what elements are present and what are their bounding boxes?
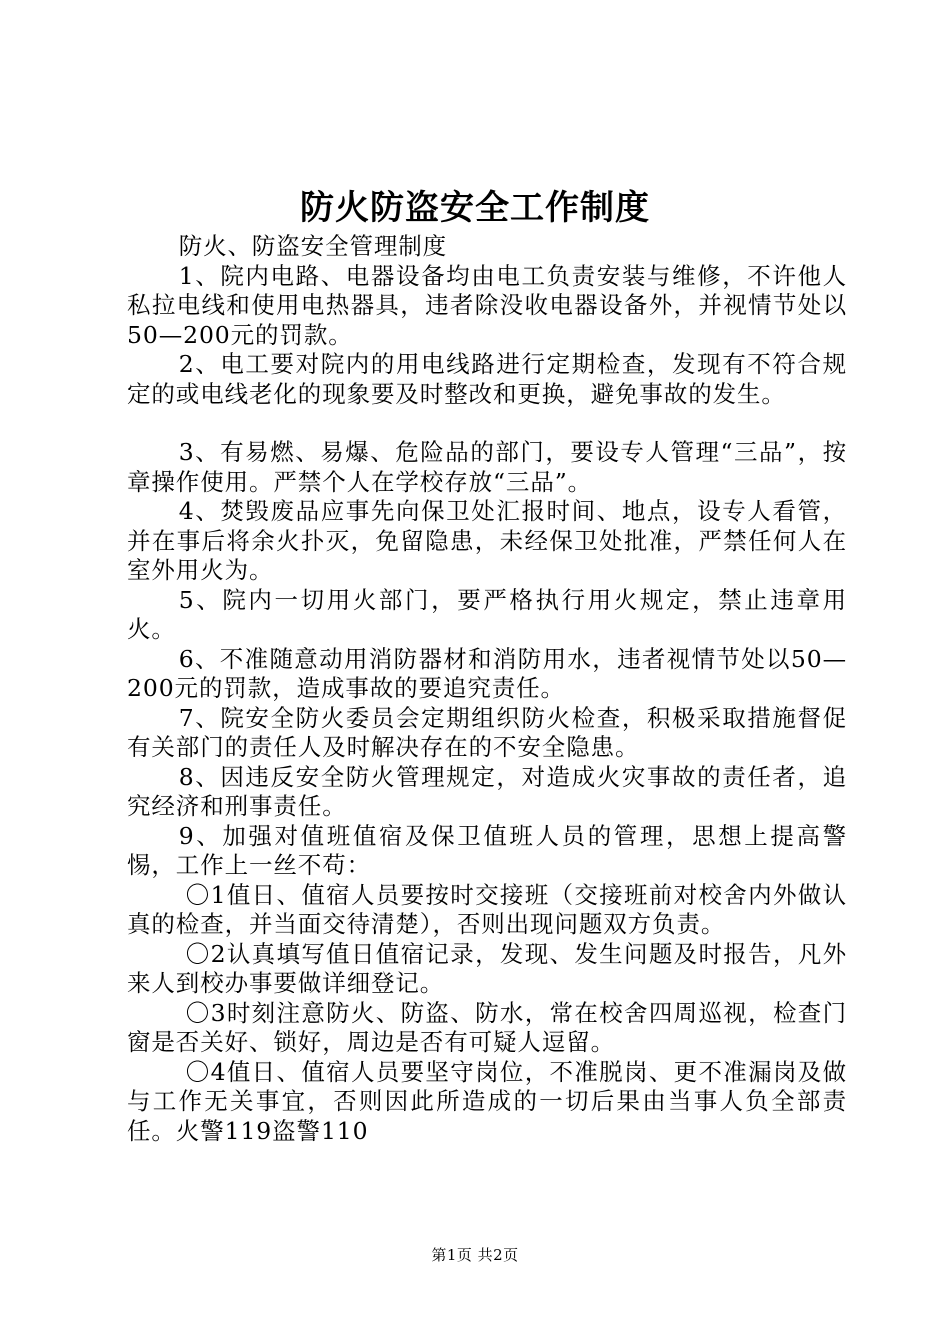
rule-paragraph-3: 3、有易燃、易爆、危险品的部门，要设专人管理“三品”，按章操作使用。严禁个人在学校存放“三品”。 — [127, 438, 847, 496]
rule-paragraph-5: 5、院内一切用火部门，要严格执行用火规定，禁止违章用火。 — [127, 585, 847, 643]
rule-paragraph-6: 6、不准随意动用消防器材和消防用水，违者视情节处以50—200元的罚款，造成事故的要追究责任。 — [127, 644, 847, 702]
duty-item-1: 〇1值日、值宿人员要按时交接班（交接班前对校舍内外做认真的检查，并当面交待清楚），否则出现问题双方负责。 — [127, 880, 847, 938]
duty-item-3: 〇3时刻注意防火、防盗、防水，常在校舍四周巡视，检查门窗是否关好、锁好，周边是否有可疑人逗留。 — [127, 998, 847, 1056]
rule-paragraph-8: 8、因违反安全防火管理规定，对造成火灾事故的责任者，追究经济和刑事责任。 — [127, 762, 847, 820]
subtitle-paragraph: 防火、防盗安全管理制度 — [178, 232, 448, 260]
duty-item-4: 〇4值日、值宿人员要坚守岗位，不准脱岗、更不准漏岗及做与工作无关事宜，否则因此所造成的一切后果由当事人负全部责任。火警119盗警110 — [127, 1057, 847, 1145]
rule-paragraph-1: 1、院内电路、电器设备均由电工负责安装与维修，不许他人私拉电线和使用电热器具，违者除没收电器设备外，并视情节处以50—200元的罚款。 — [127, 261, 847, 349]
document-body — [127, 232, 847, 1146]
rule-paragraph-2: 2、电工要对院内的用电线路进行定期检查，发现有不符合规定的或电线老化的现象要及时整改和更换，避免事故的发生。 — [127, 350, 847, 408]
duty-item-2: 〇2认真填写值日值宿记录，发现、发生问题及时报告，凡外来人到校办事要做详细登记。 — [127, 939, 847, 997]
document-title: 防火防盗安全工作制度 — [300, 188, 650, 228]
rule-paragraph-9: 9、加强对值班值宿及保卫值班人员的管理，思想上提高警惕，工作上一丝不苟： — [127, 821, 847, 879]
page-number-footer: 第1页 共2页 — [431, 1246, 519, 1264]
rule-paragraph-4: 4、焚毁废品应事先向保卫处汇报时间、地点，设专人看管，并在事后将余火扑灭，免留隐患，未经保卫处批准，严禁任何人在室外用火为。 — [127, 497, 847, 584]
rule-paragraph-7: 7、院安全防火委员会定期组织防火检查，积极采取措施督促有关部门的责任人及时解决存在的不安全隐患。 — [127, 703, 847, 761]
